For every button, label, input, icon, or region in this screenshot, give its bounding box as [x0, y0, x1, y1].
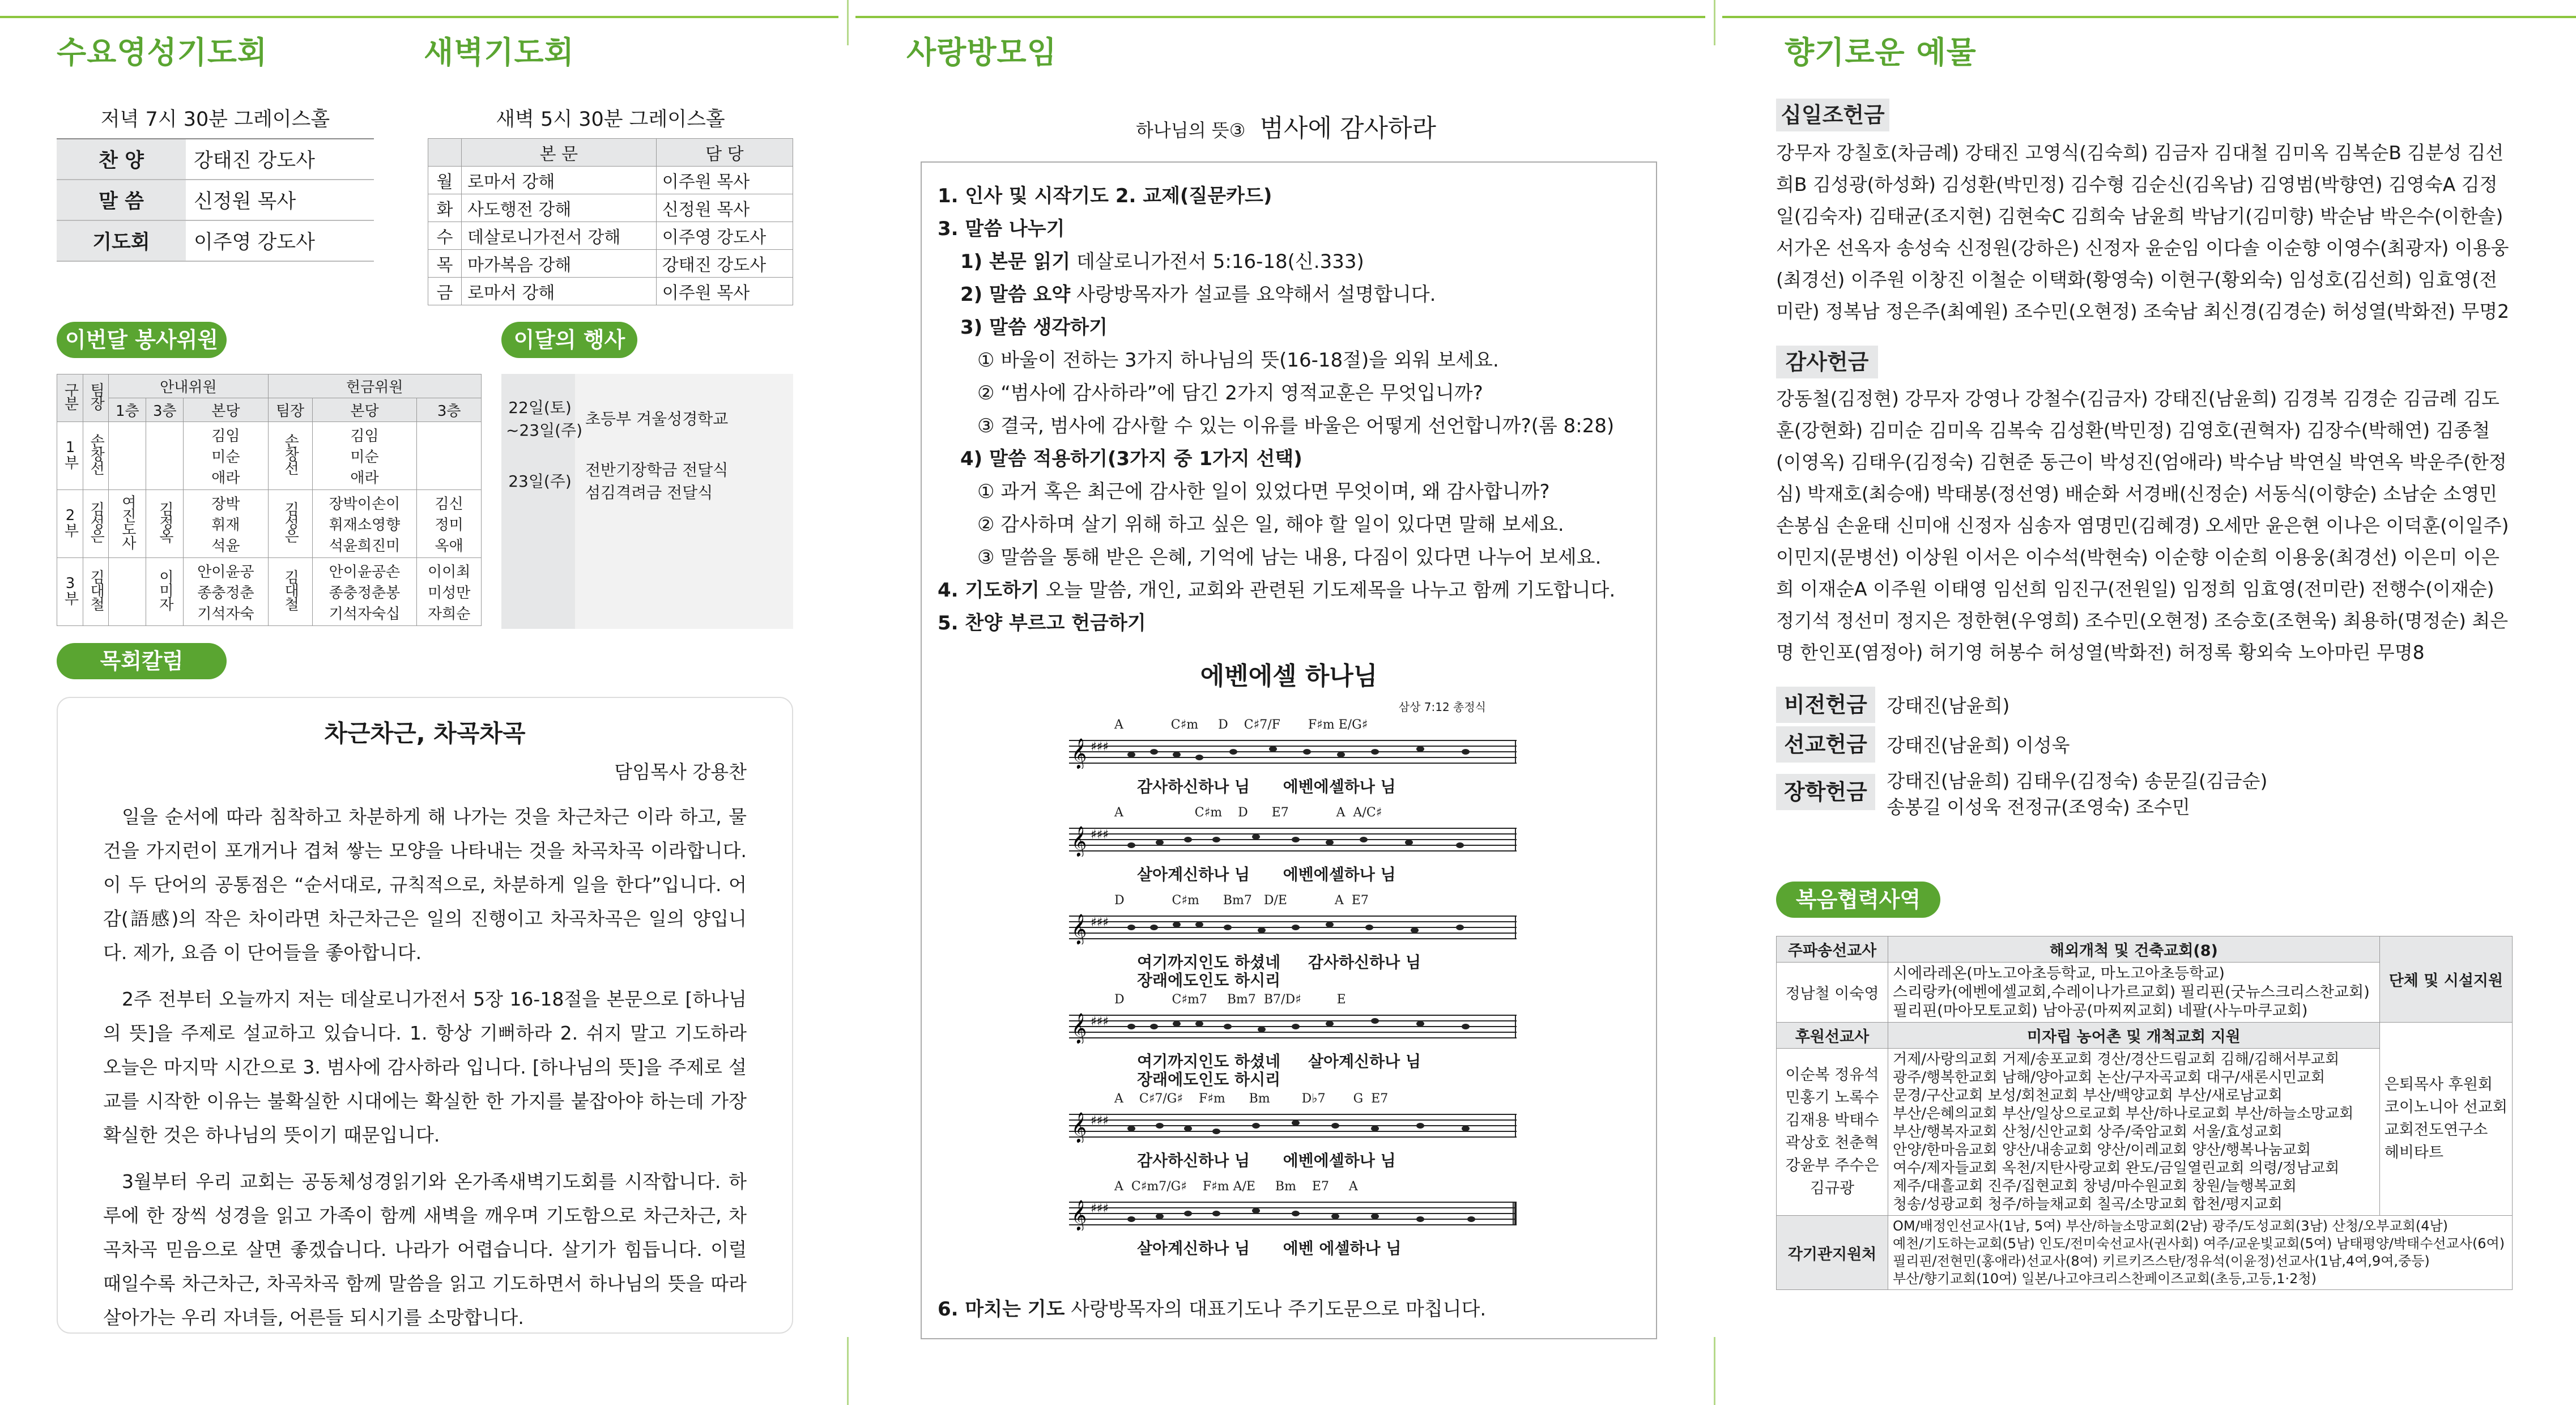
song-line: [1069, 893, 1517, 993]
staff-icon: [1069, 1109, 1517, 1143]
song-line: [1069, 806, 1517, 893]
events-label: 이달의 행사: [501, 322, 637, 358]
divider-1b: [847, 1337, 849, 1405]
svc-h-3f: 3층: [146, 398, 184, 422]
scholar-label: 장학헌금: [1776, 774, 1875, 810]
svc-h-gubun: 구분: [57, 374, 83, 422]
top-rule-mid: [855, 16, 1705, 18]
meeting-line: 1. 인사 및 시작기도 2. 교제(질문카드): [938, 185, 1272, 207]
song-line: [1069, 1180, 1517, 1262]
mission-offer-names: 강태진(남윤희) 이성욱: [1887, 734, 2070, 756]
svc-team: 손창선: [87, 433, 105, 474]
mission-r2-left: 이순복 정유석 민홍기 노록수 김재용 박태수 곽상호 천춘혁 강윤부 주수은 김규광: [1777, 1049, 1888, 1216]
column-label: 목회칼럼: [57, 643, 227, 679]
column-author: 담임목사 강용찬: [614, 761, 747, 783]
svc-main: 안이윤공 종충정춘 기석자숙: [184, 558, 268, 626]
dawn-lead: 이주영 강도사: [656, 222, 793, 250]
mission-h-left: 주파송선교사: [1777, 936, 1888, 963]
event-desc: 전반기장학금 전달식 섬김격려금 전달식: [585, 461, 729, 502]
dawn-text: 로마서 강해: [461, 167, 656, 194]
song-title: 에벤에셀 하나님: [1200, 662, 1378, 691]
staff-icon: [1069, 910, 1517, 944]
dawn-col-day: [428, 139, 462, 167]
meeting-closing: 6. 마치는 기도 사랑방목자의 대표기도나 주기도문으로 마칩니다.: [938, 1298, 1487, 1321]
event-date: 22일(토) ~23일(주): [506, 398, 583, 440]
mission-h2-mid: 미자립 농어촌 및 개척교회 지원: [1888, 1023, 2380, 1049]
meeting-line: 4) 말씀 적용하기(3가지 중 1가지 선택): [960, 448, 1302, 470]
events-box: [501, 374, 793, 629]
svc-f3: 김정옥: [156, 501, 174, 542]
column-title: 차근차근, 차곡차곡: [324, 719, 526, 747]
dawn-time: 새벽 5시 30분 그레이스홀: [496, 108, 725, 131]
song-lyric: 여기까지인도 하셨네 살아계신하나 님: [1137, 1052, 1421, 1071]
mission-h2-left: 후원선교사: [1777, 1023, 1888, 1049]
svg-text:♯♯♯: ♯♯♯: [1091, 828, 1109, 842]
dawn-day: 월: [428, 167, 462, 194]
meeting-line: 2) 말씀 요약 사랑방목자가 설교를 요약해서 설명합니다.: [960, 283, 1436, 306]
svc-tl: 김대철: [282, 569, 299, 610]
mission-h3-left: 각기관지원처: [1777, 1216, 1888, 1290]
song-chords: A C♯m D E7 A A/C♯: [1114, 806, 1382, 820]
song-line: [1069, 718, 1517, 806]
svg-text:𝄞: 𝄞: [1071, 1199, 1087, 1230]
staff-icon: [1069, 735, 1517, 769]
svg-text:♯♯♯: ♯♯♯: [1091, 740, 1109, 754]
dawn-day: 목: [428, 250, 462, 278]
svc-o3: 이이최 미성만 자희순: [417, 558, 482, 626]
dawn-day: 화: [428, 194, 462, 222]
mission-table: [1776, 936, 2513, 1290]
top-rule-left: [0, 16, 838, 18]
sheet-music: [1069, 718, 1517, 1262]
svc-o3: 김신 정미 옥애: [417, 490, 482, 558]
divider-2: [1714, 0, 1715, 45]
top-rule-right: [1722, 16, 2576, 18]
svc-f1: [109, 558, 146, 626]
mission-r1-mid: 시에라레온(마노고아초등학교, 마노고아초등학교) 스리랑카(에벤에셀교회,수레이나가르교회) 필리핀(굿뉴스크리스찬교회) 필리핀(마아모토교회) 남아공(마찌찌교회) 네팔(사누마쿠교회): [1888, 963, 2380, 1023]
svc-main: 김임 미순 애라: [184, 422, 268, 490]
column-paragraph: 2주 전부터 오늘까지 저는 데살로니가전서 5장 16-18절을 본문으로 [하나님의 뜻]을 주제로 설교하고 있습니다. 1. 항상 기뻐하라 2. 쉬지 말고 기도하라 오늘은 마지막 시간으로 3. 범사에 감사하라 입니다. [하나님의 뜻]을 주제로 설교를 시작한 이유는 불확실한 시대에는 확실한 한 가지를 붙잡아야 하는데 가장 확실한 것은 하나님의 뜻이기 때문입니다.: [103, 988, 747, 1146]
meeting-subtitle: [918, 108, 1654, 144]
column-paragraph: 일을 순서에 따라 침착하고 차분하게 해 나가는 것을 차근차근 이라 하고, 물건을 가지런이 포개거나 겹쳐 쌓는 모양을 나타내는 것을 차곡차곡 이라합니다. 이 두 단어의 공통점은 “순서대로, 규칙적으로, 차분하게 일을 한다”입니다. 어감(語感)의 작은 차이라면 차근차근은 일의 진행이고 차곡차곡은 일의 양입니다. 제가, 요즘 이 단어들을 좋아합니다.: [103, 806, 747, 964]
staff-icon: [1069, 1010, 1517, 1044]
divider-2b: [1714, 1337, 1715, 1405]
table-row: [1777, 1216, 2513, 1290]
thanks-label: 감사헌금: [1776, 346, 1878, 378]
event-date: 23일(주): [508, 472, 572, 491]
song-chords: A C♯m D C♯7/F F♯m E/G♯: [1114, 718, 1368, 732]
dawn-col-text: 본 문: [461, 139, 656, 167]
svg-text:𝄞: 𝄞: [1071, 1112, 1087, 1142]
meeting-subtitle-small: 하나님의 뜻③: [1135, 120, 1246, 141]
meeting-line: 3) 말씀 생각하기: [960, 316, 1108, 339]
svg-text:𝄞: 𝄞: [1071, 913, 1087, 944]
song-lyric: 감사하신하나 님 에벤에셀하나 님: [1137, 1151, 1396, 1170]
svc-g: 1부: [61, 439, 79, 469]
table-row: [428, 250, 793, 278]
wed-row-key: 기도회: [57, 220, 186, 261]
mission-label: 복음협력사역: [1776, 882, 1940, 918]
wed-table: [57, 101, 374, 262]
offering-title: 향기로운 예물: [1785, 35, 1977, 70]
staff-icon: [1069, 1197, 1517, 1231]
mission-r2-right: 은퇴목사 후원회 코이노니아 선교회 교회전도연구소 헤비타트: [2379, 1023, 2512, 1216]
song-line: [1069, 1092, 1517, 1180]
svc-h-omain: 본당: [312, 398, 417, 422]
meeting-box: [921, 161, 1657, 1339]
svc-f1: [109, 422, 146, 490]
svg-text:♯♯♯: ♯♯♯: [1091, 1202, 1109, 1216]
dawn-text: 사도행전 강해: [461, 194, 656, 222]
meeting-line: ② “범사에 감사하라”에 담긴 2가지 영적교훈은 무엇입니까?: [977, 382, 1483, 405]
table-row: [428, 278, 793, 305]
svg-text:𝄞: 𝄞: [1071, 825, 1087, 856]
mission-h-mid: 해외개척 및 건축교회(8): [1888, 936, 2380, 963]
dawn-lead: 강태진 강도사: [656, 250, 793, 278]
vision-label: 비전헌금: [1776, 687, 1875, 723]
dawn-title: 새벽기도회: [424, 35, 574, 70]
dawn-lead: 신정원 목사: [656, 194, 793, 222]
svc-tl: 김성은: [282, 501, 299, 542]
vision-row: [1776, 687, 2009, 723]
svc-h-team: 팀장: [83, 374, 109, 422]
song-line: [1069, 993, 1517, 1092]
svc-tl: 손창선: [282, 433, 299, 474]
dawn-lead: 이주원 목사: [656, 167, 793, 194]
wed-title: 수요영성기도회: [57, 35, 268, 70]
mission-row: [1776, 726, 2070, 763]
wed-time: 저녁 7시 30분 그레이스홀: [57, 101, 374, 139]
wed-row-val: 신정원 목사: [186, 180, 374, 220]
meeting-line: 3. 말씀 나누기: [938, 218, 1065, 240]
divider-1: [847, 0, 849, 45]
svc-main: 장박 휘재 석윤: [184, 490, 268, 558]
song-lyric: 살아계신하나 님 에벤에셀하나 님: [1137, 865, 1396, 884]
song-chords: A C♯m7/G♯ F♯m A/E Bm E7 A: [1114, 1180, 1358, 1194]
meeting-title: 사랑방모임: [906, 35, 1057, 70]
mission-h-right: 단체 및 시설지원: [2379, 936, 2512, 1023]
table-row: [428, 167, 793, 194]
mission-offer-label: 선교헌금: [1776, 726, 1875, 763]
mission-r2-mid: 거제/사랑의교회 거제/송포교회 경산/경산드림교회 김해/김해서부교회 광주/행복한교회 남해/양아교회 논산/구자곡교회 대구/새론시민교회 문경/구산교회 보성/회천교회 부산/백양교회 부산/새로남교회 부산/은혜의교회 부산/일상으로교회 부산/하나로교회 부산/하늘소망교회 부산/행복자교회 산청/신안교회 상주/죽암교회 서울/효성교회 안양/한마음교회 양산/내송교회 양산/이레교회 양산/행복나눔교회 여수/제자들교회 옥천/지탄사랑교회 완도/금일열린교회 의령/정남교회 제주/대흘교회 진주/집현교회 창녕/마수원교회 창원/늘행복교회 청송/성광교회 청주/하늘채교회 칠곡/소망교회 합천/평지교회: [1888, 1049, 2380, 1216]
mission-r1-left: 정남철 이숙영: [1777, 963, 1888, 1023]
song-lyric2: 장래에도인도 하시리: [1137, 1070, 1281, 1089]
table-row: [57, 490, 482, 558]
service-table: [57, 374, 482, 626]
svc-f1: 여진도사: [119, 495, 137, 549]
song-chords: A C♯7/G♯ F♯m Bm D♭7 G E7: [1114, 1092, 1389, 1106]
dawn-text: 로마서 강해: [461, 278, 656, 305]
svc-o3: [417, 422, 482, 490]
meeting-line: 5. 찬양 부르고 헌금하기: [938, 612, 1146, 635]
tithe-label: 십일조헌금: [1776, 99, 1889, 131]
staff-icon: [1069, 823, 1517, 857]
svg-text:𝄞: 𝄞: [1071, 1012, 1087, 1043]
svg-text:𝄞: 𝄞: [1071, 738, 1087, 768]
svc-omain: 장박이손이 휘재소영향 석윤희진미: [312, 490, 417, 558]
meeting-lines: [938, 180, 1646, 640]
vision-names: 강태진(남윤희): [1887, 695, 2010, 717]
wed-row: [57, 139, 374, 180]
svc-h-main: 본당: [184, 398, 268, 422]
meeting-line: ③ 말씀을 통해 받은 은혜, 기억에 남는 내용, 다짐이 있다면 나누어 보세요.: [977, 546, 1602, 569]
meeting-line: ③ 결국, 범사에 감사할 수 있는 이유를 바울은 어떻게 선언합니까?(롬 8:28): [977, 415, 1615, 437]
song-lyric2: 장래에도인도 하시리: [1137, 971, 1281, 990]
wed-row-val: 이주영 강도사: [186, 220, 374, 261]
svg-text:♯♯♯: ♯♯♯: [1091, 1114, 1109, 1128]
dawn-col-lead: 담 당: [656, 139, 793, 167]
svc-g: 3부: [61, 575, 79, 604]
meeting-subtitle-main: 범사에 감사하라: [1259, 114, 1437, 143]
svc-f3: 이미자: [156, 569, 174, 610]
scholar-names: 강태진(남윤희) 김태우(김정숙) 송문길(김금순) 송봉길 이성욱 전정규(조영숙) 조수민: [1887, 770, 2268, 818]
scholar-row: [1776, 768, 2267, 820]
svc-team: 김대철: [87, 569, 105, 610]
dawn-text: 마가복음 강해: [461, 250, 656, 278]
event-desc: 초등부 겨울성경학교: [585, 410, 729, 428]
svc-omain: 김임 미순 애라: [312, 422, 417, 490]
table-row: [428, 194, 793, 222]
song-chords: D C♯m Bm7 D/E A E7: [1114, 893, 1369, 908]
wed-row-key: 찬 양: [57, 139, 186, 180]
svc-h-offer: 헌금위원: [268, 374, 482, 398]
dawn-day: 금: [428, 278, 462, 305]
wed-row-key: 말 씀: [57, 180, 186, 220]
wed-row: [57, 180, 374, 220]
svg-text:♯♯♯: ♯♯♯: [1091, 1015, 1109, 1029]
column-body: [103, 800, 747, 1347]
mission-r3-mid: OM/배정인선교사(1남, 5여) 부산/하늘소망교회(2남) 광주/도성교회(3남) 산청/오부교회(4남) 예천/기도하는교회(5남) 인도/전미숙선교사(권사회) 여주/교운빛교회(5여) 남태평양/박태수선교사(6여) 필리핀/전현민(홍애라)선교사(8여) 키르키즈스탄/정유석(이윤정)선교사(1남,4여,9여,중등) 부산/향기교회(10여) 일본/나고야크리스찬페이즈교회(초등,고등,1·2청): [1888, 1216, 2513, 1290]
dawn-lead: 이주원 목사: [656, 278, 793, 305]
meeting-line: 1) 본문 읽기 데살로니가전서 5:16-18(신.333): [960, 250, 1364, 273]
service-label: 이번달 봉사위원: [57, 322, 227, 358]
dawn-table: [428, 101, 793, 305]
table-row: [428, 222, 793, 250]
table-row: [57, 558, 482, 626]
svc-f3: [146, 422, 184, 490]
meeting-line: ② 감사하며 살기 위해 하고 싶은 일, 해야 할 일이 있다면 말해 보세요.: [977, 513, 1564, 536]
dawn-text: 데살로니가전서 강해: [461, 222, 656, 250]
thanks-names: 강동철(김정현) 강무자 강영나 강철수(김금자) 강태진(남윤희) 김경복 김경순 김금례 김도훈(강현화) 김미순 김미옥 김복숙 김성환(박민정) 김영호(권혁자) 김장수(박해연) 김종철(이영옥) 김태우(김정숙) 김현준 동근이 박성진(엄애라) 박수남 박연실 박연옥 박운주(한정심) 박재호(최승애) 박태봉(정선영) 배순화 서경배(신정순) 서동식(이향순) 소남순 소영민 손봉심 손윤태 신미애 신정자 심송자 염명민(김혜경) 오세만 윤은현 이나은 이덕훈(이일주) 이민지(문병선) 이상원 이서은 이수석(박현숙) 이순향 이순희 이용웅(최경선) 이은미 이은희 이재순A 이주원 이태영 임선희 임진구(전원일) 임정희 임효영(전미란) 전행수(이재순) 정기석 정선미 정지은 정한현(우영희) 조수민(오현정) 조승호(조현욱) 최용하(명정순) 최은명 한인포(염정아) 허기영 허봉수 허성열(박화전) 허정록 황외숙 노아마린 무명8: [1776, 388, 2509, 663]
svc-team: 김성은: [87, 501, 105, 542]
svc-omain: 안이윤공손 종충정춘봉 기석자숙십: [312, 558, 417, 626]
table-row: [57, 422, 482, 490]
song-chords: D C♯m7 Bm7 B7/D♯ E: [1114, 993, 1346, 1007]
meeting-line: ① 바울이 전하는 3가지 하나님의 뜻(16-18절)을 외워 보세요.: [977, 349, 1499, 372]
meeting-line: 4. 기도하기 오늘 말씀, 개인, 교회와 관련된 기도제목을 나누고 함께 기도합니다.: [938, 579, 1616, 602]
svc-h-guide: 안내위원: [109, 374, 268, 398]
wed-row: [57, 220, 374, 261]
tithe-names: 강무자 강칠호(차금례) 강태진 고영식(김숙희) 김금자 김대철 김미옥 김복순B 김분성 김선희B 김성광(하성화) 김성환(박민정) 김수형 김순신(김옥남) 김영범(박향연) 김영숙A 김정일(김숙자) 김태균(조지현) 김현숙C 김희숙 남윤희 박남기(김미향) 박순남 박은수(이한솔) 서가온 선옥자 송성숙 신정원(강하은) 신정자 윤순임 이다솔 이순향 이영수(최광자) 이용웅(최경선) 이주원 이창진 이철순 이택화(황영숙) 이현구(황외숙) 임성호(김선희) 임효영(전미란) 정복남 정은주(최예원) 조수민(오현정) 조숙남 최신경(김경순) 허성열(박화전) 무명2: [1776, 142, 2510, 322]
meeting-line: ① 과거 혹은 최근에 감사한 일이 있었다면 무엇이며, 왜 감사합니까?: [977, 480, 1550, 503]
svg-text:♯♯♯: ♯♯♯: [1091, 916, 1109, 930]
svc-h-1f: 1층: [109, 398, 146, 422]
column-card: [57, 697, 793, 1334]
column-paragraph: 3월부터 우리 교회는 공동체성경읽기와 온가족새벽기도회를 시작합니다. 하루에 한 장씩 성경을 읽고 가족이 함께 새벽을 깨우며 기도함으로 차근차근, 차곡차곡 믿음으로 살면 좋겠습니다. 나라가 어렵습니다. 살기가 힘듭니다. 이럴 때일수록 차근차근, 차곡차곡 함께 말씀을 읽고 기도하면서 하나님의 뜻을 따라 살아가는 우리 자녀들, 어른들 되시기를 소망합니다.: [103, 1170, 747, 1329]
svc-g: 2부: [61, 507, 79, 537]
svc-h-tl: 팀장: [268, 398, 312, 422]
song-lyric: 여기까지인도 하셨네 감사하신하나 님: [1137, 953, 1421, 972]
song-lyric: 살아계신하나 님 에벤 에셀하나 님: [1137, 1239, 1402, 1258]
wed-row-val: 강태진 강도사: [186, 139, 374, 180]
svc-h-o3: 3층: [417, 398, 482, 422]
song-lyric: 감사하신하나 님 에벤에셀하나 님: [1137, 777, 1396, 796]
dawn-day: 수: [428, 222, 462, 250]
song-ref: 삼상 7:12 총정식: [1398, 700, 1486, 714]
